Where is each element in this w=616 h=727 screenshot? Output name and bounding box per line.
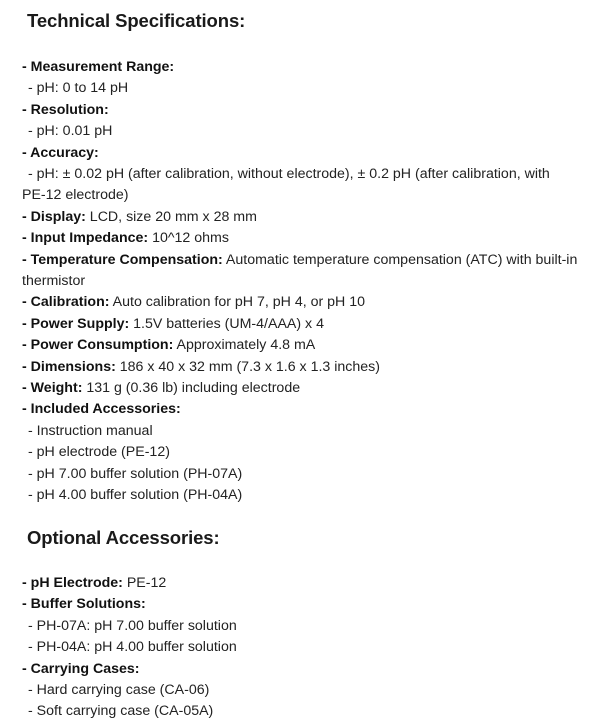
spec-subline — [22, 78, 612, 99]
spec-label: - pH Electrode: — [22, 575, 123, 591]
spec-line — [22, 335, 612, 356]
optional-accessories-heading: Optional Accessories: — [27, 527, 220, 548]
spec-value: Approximately 4.8 mA — [173, 337, 316, 354]
spec-subline — [22, 701, 612, 722]
spec-subline — [22, 464, 612, 485]
spec-continuation-text: thermistor — [22, 273, 86, 289]
spec-subvalue: - pH: 0 to 14 pH — [28, 80, 129, 97]
spec-value: Automatic temperature compensation (ATC) with built-in — [222, 251, 578, 268]
spec-subline — [22, 485, 612, 506]
spec-label: - Accuracy: — [22, 144, 99, 161]
spec-subvalue: - PH-07A: pH 7.00 buffer solution — [28, 617, 237, 634]
spec-label: - Dimensions: — [22, 358, 116, 375]
spec-value: 1.5V batteries (UM-4/AAA) x 4 — [129, 315, 324, 332]
spec-value: PE-12 — [122, 575, 167, 591]
spec-continuation — [22, 271, 612, 292]
spec-line — [22, 314, 612, 335]
spec-line — [22, 250, 612, 271]
spec-label: - Calibration: — [22, 294, 110, 311]
spec-line — [22, 357, 612, 378]
spec-subvalue: - pH 4.00 buffer solution (PH-04A) — [28, 487, 243, 503]
spec-value: 131 g (0.36 lb) including electrode — [82, 380, 301, 396]
spec-subline — [22, 442, 612, 463]
spec-label: - Carrying Cases: — [22, 660, 140, 677]
spec-line — [22, 100, 612, 121]
spec-label: - Power Supply: — [22, 315, 130, 332]
spec-subline — [22, 121, 612, 142]
spec-label: - Buffer Solutions: — [22, 596, 146, 613]
spec-subvalue: - pH: 0.01 pH — [28, 123, 113, 140]
spec-subline — [22, 421, 612, 442]
spec-continuation — [22, 185, 612, 206]
spec-subline — [22, 637, 612, 658]
spec-value: 10^12 ohms — [148, 230, 229, 247]
spec-line — [22, 143, 612, 164]
spec-line — [22, 378, 612, 399]
spec-label: - Power Consumption: — [22, 337, 174, 354]
spec-subvalue: - pH: ± 0.02 pH (after calibration, without electrode), ± 0.2 pH (after calibration, with — [28, 166, 550, 182]
spec-label: - Display: — [22, 208, 86, 225]
spec-subvalue: - Hard carrying case (CA-06) — [28, 682, 210, 698]
spec-value: 186 x 40 x 32 mm (7.3 x 1.6 x 1.3 inches) — [115, 358, 380, 375]
spec-label: - Included Accessories: — [22, 401, 181, 418]
spec-line — [22, 292, 612, 313]
spec-label: - Input Impedance: — [22, 230, 149, 247]
spec-subline — [22, 616, 612, 637]
spec-subvalue: - pH electrode (PE-12) — [28, 444, 170, 461]
technical-specifications-heading: Technical Specifications: — [27, 10, 246, 31]
spec-subvalue: - Instruction manual — [28, 422, 153, 439]
spec-line — [22, 228, 612, 249]
spec-label: - Weight: — [22, 380, 83, 396]
spec-continuation-text: PE-12 electrode) — [22, 187, 129, 204]
spec-subline — [22, 164, 612, 185]
spec-subvalue: - pH 7.00 buffer solution (PH-07A) — [28, 465, 243, 482]
spec-line — [22, 57, 612, 78]
spec-value: LCD, size 20 mm x 28 mm — [85, 208, 257, 225]
spec-value: Auto calibration for pH 7, pH 4, or pH 10 — [109, 294, 366, 311]
spec-label: - Resolution: — [22, 101, 109, 118]
spec-line — [22, 207, 612, 228]
spec-subvalue: - Soft carrying case (CA-05A) — [28, 703, 214, 720]
spec-label: - Measurement Range: — [22, 59, 175, 75]
spec-subline — [22, 680, 612, 701]
spec-line — [22, 399, 612, 420]
spec-subvalue: - PH-04A: pH 4.00 buffer solution — [28, 639, 237, 656]
spec-line — [22, 659, 612, 680]
spec-line — [22, 594, 612, 615]
spec-line — [22, 573, 612, 594]
spec-label: - Temperature Compensation: — [22, 251, 223, 268]
